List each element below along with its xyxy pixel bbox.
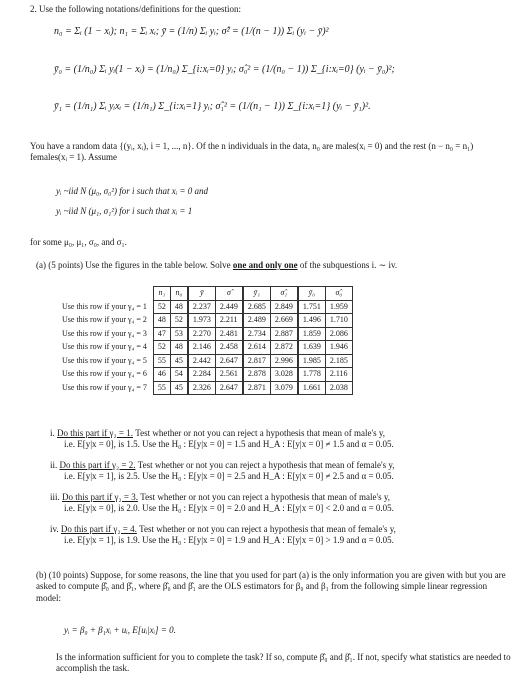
table-cell: 45 (170, 354, 188, 368)
header-n0: n₀ (170, 287, 188, 301)
table-row (58, 354, 352, 368)
header-sigma1: σ̂₁ (270, 287, 298, 301)
table-cell: 2.038 (325, 381, 352, 395)
table-cell: 2.211 (215, 314, 243, 328)
statistics-table (58, 286, 353, 395)
subquestion-condition: Do this part if γ₂ = 2. (59, 460, 136, 470)
regression-model: yᵢ = β₀ + β₁xᵢ + uᵢ, E[uᵢ|xᵢ] = 0. (64, 625, 176, 635)
header-y1bar: ȳ₁ (243, 287, 271, 301)
table-cell: 2.270 (188, 327, 216, 341)
table-cell: 52 (153, 341, 170, 355)
subquestion-condition: Do this part if γ₂ = 1. (57, 428, 133, 438)
subquestion-condition: Do this part if γ₂ = 3. (62, 492, 138, 502)
table-cell: 2.146 (188, 341, 216, 355)
formula-y1bar-sigma1: ȳ₁ = (1/n₁) Σᵢ yᵢxᵢ = (1/n₁) Σ_{i:xᵢ=1} yᵢ; σ̂₁² = (1/(n₁ − 1)) Σ_{i:xᵢ=1} (yᵢ − ȳ₁)². (54, 101, 371, 112)
table-cell: 1.496 (298, 314, 326, 328)
part-a-instruction (36, 260, 397, 271)
table-cell: 2.817 (243, 354, 271, 368)
table-row (58, 341, 352, 355)
formula-y0bar-sigma0: ȳ₀ = (1/n₀) Σᵢ yᵢ(1 − xᵢ) = (1/n₀) Σ_{i:xᵢ=0} yᵢ; σ̂₀² = (1/(n₀ − 1)) Σ_{i:xᵢ=0} (yᵢ − ȳ₀)²; (54, 64, 395, 75)
part-b-question: Is the information sufficient for you to complete the task? If so, compute β̂₀ and β̂₁. If not, specify what statistics are needed to accomplish the task. (56, 652, 511, 674)
subquestion-number: iii. (50, 492, 60, 502)
table-cell: 1.946 (325, 341, 352, 355)
header-blank (58, 287, 153, 301)
intro-paragraph: You have a random data {(yᵢ, xᵢ), i = 1, ..., n}. Of the n individuals in the data, n₀ are males(xᵢ = 0) and the rest (n − n₀ = n₁) females(xᵢ = 1). Assume (30, 141, 474, 163)
subquestion-line2: i.e. E[y|x = 1], is 1.9. Use the H₀ : E[y|x = 0] = 1.9 and H_A : E[y|x = 0] > 1.9 and α = 0.05. (64, 535, 394, 546)
assumption-female: yᵢ ~iid N (μ₁, σ₁²) for i such that xᵢ = 1 (56, 206, 193, 216)
table-cell: 1.778 (298, 368, 326, 382)
header-y0bar: ȳ₀ (298, 287, 326, 301)
table-cell: 54 (170, 368, 188, 382)
table-cell: 55 (153, 381, 170, 395)
table-cell: 2.872 (270, 341, 298, 355)
table-cell: 2.849 (270, 300, 298, 314)
table-cell: 3.028 (270, 368, 298, 382)
table-cell: 2.996 (270, 354, 298, 368)
subquestion-text: Test whether or not you can reject a hypothesis that mean of male's y, (137, 492, 391, 502)
table-cell: 2.878 (243, 368, 271, 382)
subquestion-number: ii. (50, 460, 58, 470)
subquestion-text: Test whether or not you can reject a hypothesis that mean of female's y, (135, 460, 395, 470)
table-cell: 1.661 (298, 381, 326, 395)
subquestion-text: Test whether or not you can reject a hypothesis that mean of female's y, (136, 524, 396, 534)
table-cell: 2.561 (215, 368, 243, 382)
table-cell: 48 (170, 341, 188, 355)
table-cell: 3.079 (270, 381, 298, 395)
table-cell: 2.481 (215, 327, 243, 341)
table-cell: 2.237 (188, 300, 216, 314)
table-cell: 53 (170, 327, 188, 341)
table-cell: 55 (153, 354, 170, 368)
table-cell: 2.116 (325, 368, 352, 382)
table-cell: 2.284 (188, 368, 216, 382)
table-cell: 52 (153, 300, 170, 314)
formula-n0-n1-ybar: n₀ = Σᵢ (1 − xᵢ); n₁ = Σᵢ xᵢ; ȳ = (1/n) Σᵢ yᵢ; σ̂² = (1/(n − 1)) Σᵢ (yᵢ − ȳ)² (54, 26, 329, 37)
table-cell: 48 (170, 300, 188, 314)
subquestion-item (50, 428, 512, 451)
subquestion-number: iv. (50, 524, 59, 534)
row-label: Use this row if your γ₄ = 7 (58, 381, 153, 395)
table-cell: 2.489 (243, 314, 271, 328)
table-cell: 2.685 (243, 300, 271, 314)
subquestion-item (50, 524, 512, 547)
table-cell: 2.647 (215, 381, 243, 395)
subquestion-line2: i.e. E[y|x = 0], is 1.5. Use the H₀ : E[y|x = 0] = 1.5 and H_A : E[y|x = 0] ≠ 1.5 and α = 0.05. (64, 439, 394, 450)
table-cell: 2.887 (270, 327, 298, 341)
subquestion-item (50, 460, 512, 483)
for-some-line: for some μ₀, μ₁, σ₀, and σ₁. (30, 237, 127, 247)
table-row (58, 327, 352, 341)
subquestion-line1 (50, 492, 512, 503)
row-label: Use this row if your γ₄ = 1 (58, 300, 153, 314)
table-cell: 2.326 (188, 381, 216, 395)
table-cell: 2.614 (243, 341, 271, 355)
table-row (58, 368, 352, 382)
table-cell: 2.449 (215, 300, 243, 314)
part-a-emphasis: one and only one (232, 260, 298, 270)
table-cell: 45 (170, 381, 188, 395)
table-cell: 1.751 (298, 300, 326, 314)
part-a-suffix: of the subquestions i. ∼ iv. (297, 260, 398, 270)
table-header-row (58, 287, 352, 301)
table-cell: 2.458 (215, 341, 243, 355)
row-label: Use this row if your γ₄ = 6 (58, 368, 153, 382)
header-sigma: σ̂ (215, 287, 243, 301)
table-cell: 1.859 (298, 327, 326, 341)
header-ybar: ȳ (188, 287, 216, 301)
assumption-male: yᵢ ~iid N (μ₀, σ₀²) for i such that xᵢ = 0 and (56, 186, 208, 196)
table-cell: 52 (170, 314, 188, 328)
table-cell: 2.442 (188, 354, 216, 368)
table-cell: 46 (153, 368, 170, 382)
subquestion-line1 (50, 460, 512, 471)
subquestion-text: Test whether or not you can reject a hypothesis that mean of male's y, (132, 428, 386, 438)
table-row (58, 300, 352, 314)
table-cell: 47 (153, 327, 170, 341)
table-cell: 2.086 (325, 327, 352, 341)
subquestion-line2: i.e. E[y|x = 0], is 2.0. Use the H₀ : E[y|x = 0] = 2.0 and H_A : E[y|x = 0] < 2.0 and α = 0.05. (64, 503, 394, 514)
table-cell: 1.639 (298, 341, 326, 355)
subquestion-line1 (50, 524, 512, 535)
subquestion-line2: i.e. E[y|x = 1], is 2.5. Use the H₀ : E[y|x = 0] = 2.5 and H_A : E[y|x = 0] ≠ 2.5 and α = 0.05. (64, 471, 394, 482)
subquestion-line1 (50, 428, 512, 439)
row-label: Use this row if your γ₄ = 2 (58, 314, 153, 328)
table-cell: 2.871 (243, 381, 271, 395)
table-cell: 1.973 (188, 314, 216, 328)
question-header: 2. Use the following notations/definitions for the question: (30, 4, 241, 14)
row-label: Use this row if your γ₄ = 5 (58, 354, 153, 368)
table-cell: 48 (153, 314, 170, 328)
table-row (58, 314, 352, 328)
table-row (58, 381, 352, 395)
header-n1: n₁ (153, 287, 170, 301)
table-cell: 1.710 (325, 314, 352, 328)
part-b-text: (b) (10 points) Suppose, for some reasons, the line that you used for part (a) is the only information you are given with but you are asked to compute β̂₀ and β̂₁, where β̂₀ and β̂₁ are the OLS estimators for β₀ and β₁ from the following simple linear regression model: (36, 570, 506, 603)
header-sigma0: σ̂₀ (325, 287, 352, 301)
table-cell: 2.734 (243, 327, 271, 341)
table-cell: 2.669 (270, 314, 298, 328)
table-cell: 2.185 (325, 354, 352, 368)
subquestion-number: i. (50, 428, 55, 438)
part-a-prefix: (a) (5 points) Use the figures in the table below. Solve (36, 260, 233, 270)
subquestion-condition: Do this part if γ₂ = 4. (60, 524, 137, 534)
table-cell: 2.647 (215, 354, 243, 368)
table-cell: 1.985 (298, 354, 326, 368)
row-label: Use this row if your γ₄ = 3 (58, 327, 153, 341)
row-label: Use this row if your γ₄ = 4 (58, 341, 153, 355)
subquestion-item (50, 492, 512, 515)
table-cell: 1.959 (325, 300, 352, 314)
